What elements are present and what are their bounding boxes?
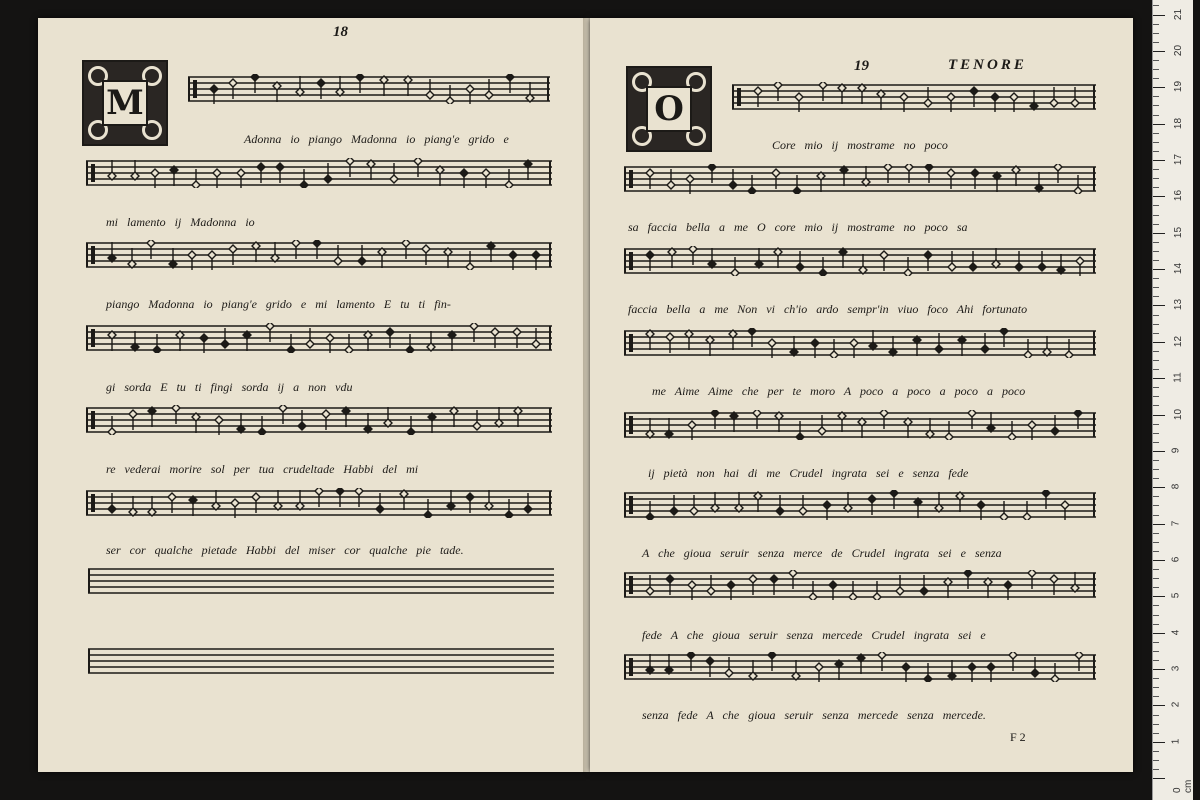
- lyric-line: Adonna io piango Madonna io piang'e grido e: [244, 132, 509, 146]
- lyric-line: me Aime Aime che per te moro A poco a poco a poco a poco: [652, 384, 1026, 398]
- ruler-label: 7: [1170, 520, 1182, 526]
- lyric-line: mi lamento ij Madonna io: [106, 215, 255, 229]
- decorated-initial-o: [626, 66, 712, 152]
- music-staff: [188, 74, 550, 104]
- ruler-label: 11: [1172, 372, 1184, 383]
- part-name: TENORE: [948, 57, 1027, 73]
- music-staff: [732, 82, 1096, 112]
- music-staff: [624, 328, 1096, 358]
- music-staff: [624, 652, 1096, 682]
- music-staff: [86, 323, 552, 353]
- ruler-label: 13: [1173, 299, 1185, 311]
- music-staff: [624, 410, 1096, 440]
- ruler-label: 8: [1170, 483, 1182, 490]
- ruler-label: 18: [1173, 117, 1185, 129]
- lyric-line: senza fede A che gioua seruir senza mercede senza mercede.: [642, 708, 986, 722]
- lyric-line: ser cor qualche pietade Habbi del miser cor qualche pie tade.: [106, 543, 464, 557]
- left-page: [38, 18, 586, 772]
- ruler-label: 0 cm: [1172, 779, 1194, 794]
- right-page: [590, 18, 1133, 772]
- ruler-label: 1: [1170, 738, 1182, 745]
- lyric-line: fede A che gioua seruir senza mercede Crudel ingrata sei e: [642, 628, 986, 642]
- ruler-label: 12: [1173, 335, 1185, 347]
- ruler-label: 17: [1173, 153, 1185, 166]
- ruler-label: 2: [1170, 702, 1182, 708]
- lyric-line: A che gioua seruir senza merce de Crudel ingrata sei e senza: [642, 546, 1002, 560]
- lyric-line: sa faccia bella a me O core mio ij mostrame no poco sa: [628, 220, 968, 234]
- ruler-label: 9: [1170, 447, 1182, 454]
- music-staff: [86, 488, 552, 518]
- lyric-line: Core mio ij mostrame no poco: [772, 138, 948, 152]
- music-staff: [86, 158, 552, 188]
- empty-staff: [88, 566, 554, 596]
- music-staff: [624, 570, 1096, 600]
- lyric-line: ij pietà non hai di me Crudel ingrata sei e senza fede: [648, 466, 969, 480]
- music-staff: [624, 164, 1096, 194]
- ruler-label: 3: [1170, 665, 1182, 672]
- ruler-label: 10: [1173, 408, 1185, 420]
- page-number-right: 19: [854, 58, 869, 74]
- ruler-label: 15: [1173, 226, 1185, 238]
- initial-letter: O: [654, 89, 684, 129]
- ruler-label: 4: [1170, 629, 1182, 635]
- lyric-line: piango Madonna io piang'e grido e mi lamento E tu ti fin-: [106, 297, 451, 311]
- music-staff: [86, 405, 552, 435]
- measuring-ruler: [1152, 0, 1193, 800]
- decorated-initial-m: [82, 60, 168, 146]
- empty-staff: [88, 646, 554, 676]
- lyric-line: faccia bella a me Non vi ch'io ardo sempr'in viuo foco Ahi fortunato: [628, 302, 1028, 316]
- signature-mark: F 2: [1010, 730, 1026, 744]
- ruler-label: 16: [1173, 190, 1185, 202]
- music-staff: [624, 246, 1096, 276]
- music-staff: [624, 490, 1096, 520]
- lyric-line: re vederai morire sol per tua crudeltade Habbi del mi: [106, 462, 419, 476]
- page-number-left: 18: [333, 24, 348, 40]
- initial-letter: M: [106, 83, 144, 123]
- music-staff: [86, 240, 552, 270]
- ruler-label: 5: [1170, 593, 1182, 599]
- ruler-label: 6: [1170, 556, 1182, 563]
- ruler-label: 14: [1173, 263, 1185, 275]
- lyric-line: gi sorda E tu ti fingi sorda ij a non vdu: [106, 380, 353, 394]
- ruler-label: 20: [1173, 44, 1185, 56]
- ruler-label: 21: [1173, 8, 1185, 20]
- ruler-label: 19: [1173, 81, 1185, 93]
